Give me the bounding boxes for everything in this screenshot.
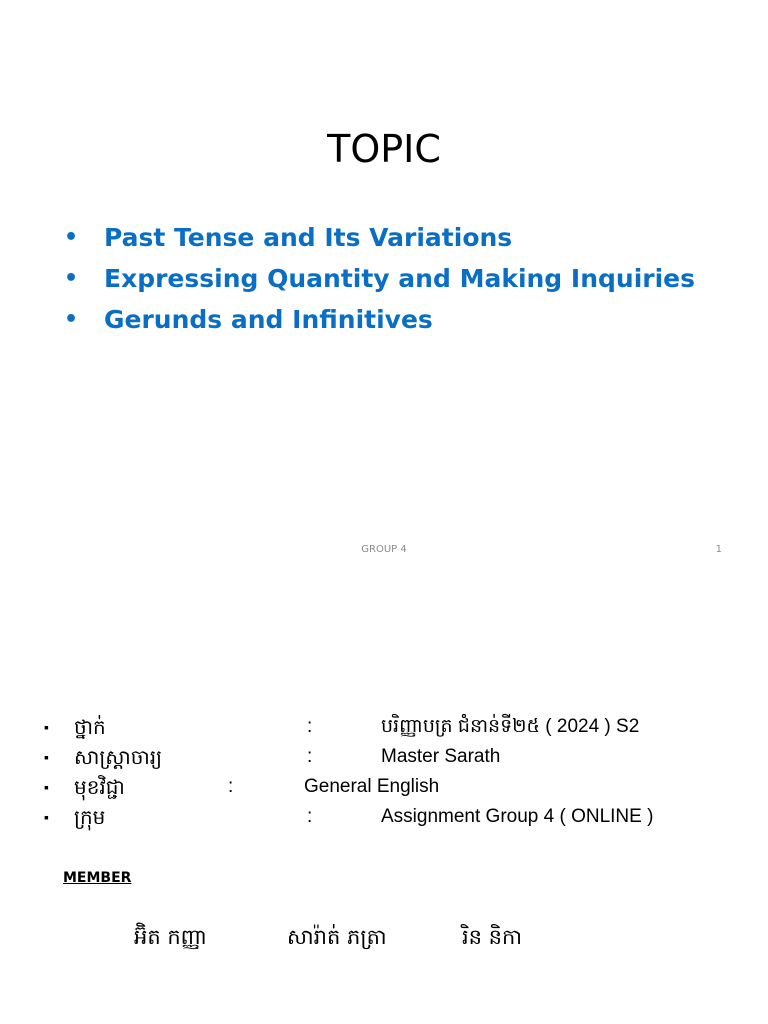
info-value: Assignment Group 4 ( ONLINE ) [381,806,654,827]
square-bullet-icon: ▪ [44,779,49,795]
info-colon: : [307,806,313,827]
member-name: អ៊ិត កញ្ញា [134,925,207,949]
bullet-icon: • [64,225,79,250]
square-bullet-icon: ▪ [44,719,49,735]
member-name: រិន និកា [462,925,522,949]
info-colon: : [228,776,234,797]
topic-list [62,220,695,343]
topic-item [62,302,695,343]
info-colon: : [307,716,313,737]
member-name: សារ៉ាត់ ភត្រា [287,925,387,949]
topic-item [62,220,695,261]
square-bullet-icon: ▪ [44,749,49,765]
square-bullet-icon: ▪ [44,809,49,825]
bullet-icon: • [64,266,79,291]
bullet-icon: • [64,307,79,332]
slide-info [0,670,768,1024]
info-label: សាស្ត្រាចារ្យ [74,745,163,769]
info-value: បរិញ្ញាបត្រ ជំនាន់ទី២៥ ( 2024 ) S2 [381,716,640,737]
page-number: 1 [715,544,722,555]
slide-title: TOPIC [327,127,441,171]
info-label: ក្រុម [74,805,106,829]
info-label: មុខវិជ្ជា [74,775,125,799]
info-label: ថ្នាក់ [74,715,106,739]
topic-item [62,261,695,302]
member-heading: MEMBER [63,870,132,886]
slide-footer: GROUP 4 [361,544,407,555]
info-colon: : [307,746,313,767]
topic-text: Gerunds and Infinitives [104,305,433,334]
topic-text: Expressing Quantity and Making Inquiries [104,264,696,293]
topic-text: Past Tense and Its Variations [104,223,513,252]
info-value: Master Sarath [381,746,501,767]
info-value: General English [304,776,440,797]
